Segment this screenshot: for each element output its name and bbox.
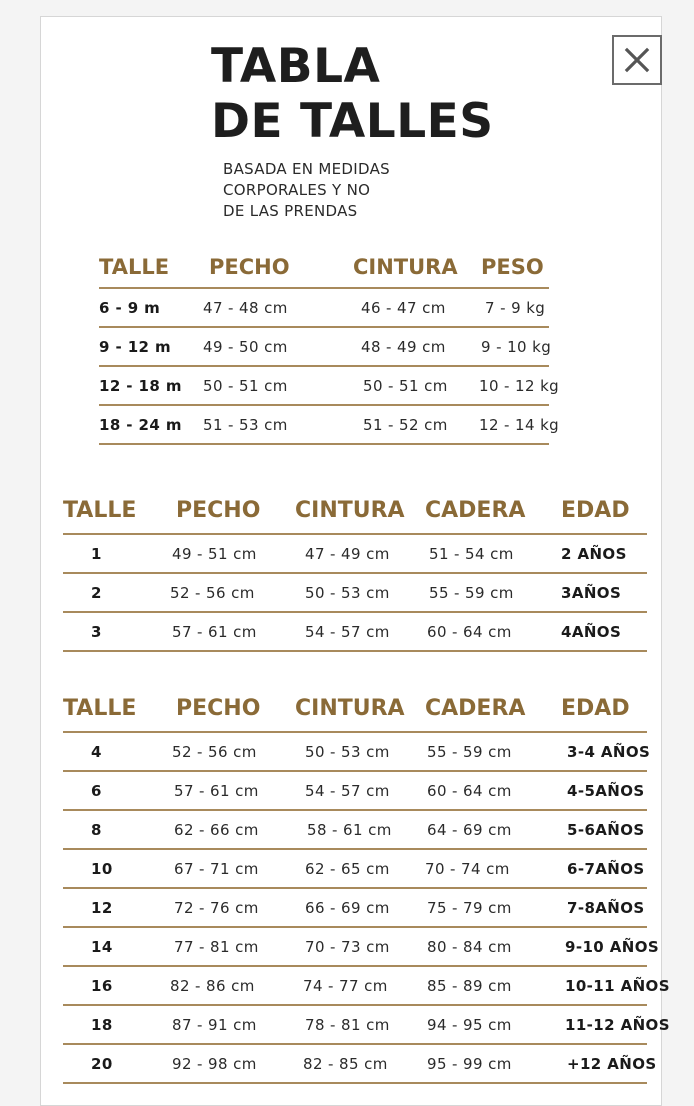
table-cell: +12 AÑOS xyxy=(551,1044,647,1083)
table-cell: 52 - 56 cm xyxy=(168,573,291,612)
column-header: CINTURA xyxy=(291,487,419,534)
table-cell: 47 - 49 cm xyxy=(291,534,419,573)
table-cell: 60 - 64 cm xyxy=(419,612,551,651)
table-cell: 62 - 65 cm xyxy=(291,849,419,888)
table-row xyxy=(63,771,647,810)
table-cell: 87 - 91 cm xyxy=(168,1005,291,1044)
table-cell: 18 - 24 m xyxy=(99,405,203,444)
table-cell: 2 AÑOS xyxy=(551,534,647,573)
table-cell: 49 - 51 cm xyxy=(168,534,291,573)
table-cell: 11-12 AÑOS xyxy=(551,1005,647,1044)
table-cell: 64 - 69 cm xyxy=(419,810,551,849)
table-cell: 51 - 54 cm xyxy=(419,534,551,573)
table-cell: 94 - 95 cm xyxy=(419,1005,551,1044)
table-cell: 82 - 86 cm xyxy=(168,966,291,1005)
table-cell: 7-8AÑOS xyxy=(551,888,647,927)
table-row xyxy=(63,888,647,927)
table-cell: 66 - 69 cm xyxy=(291,888,419,927)
table-row xyxy=(63,1005,647,1044)
table-cell: 12 - 18 m xyxy=(99,366,203,405)
table-cell: 75 - 79 cm xyxy=(419,888,551,927)
table-cell: 12 - 14 kg xyxy=(471,405,549,444)
column-header: EDAD xyxy=(551,685,647,732)
table-cell: 10 xyxy=(63,849,168,888)
subtitle-line-3: DE LAS PRENDAS xyxy=(223,202,358,220)
table-cell: 60 - 64 cm xyxy=(419,771,551,810)
page-title xyxy=(211,39,494,149)
table-cell: 3 xyxy=(63,612,168,651)
table-cell: 80 - 84 cm xyxy=(419,927,551,966)
table-row xyxy=(63,810,647,849)
kids-size-table-1 xyxy=(63,487,647,652)
table-row xyxy=(63,849,647,888)
table-cell: 92 - 98 cm xyxy=(168,1044,291,1083)
table-cell: 49 - 50 cm xyxy=(203,327,329,366)
table-header-row xyxy=(63,685,647,732)
table-cell: 18 xyxy=(63,1005,168,1044)
column-header: TALLE xyxy=(63,685,168,732)
table-cell: 47 - 48 cm xyxy=(203,288,329,327)
table-cell: 1 xyxy=(63,534,168,573)
table-cell: 54 - 57 cm xyxy=(291,612,419,651)
table-cell: 70 - 73 cm xyxy=(291,927,419,966)
table-cell: 55 - 59 cm xyxy=(419,732,551,771)
table-cell: 46 - 47 cm xyxy=(329,288,471,327)
close-icon xyxy=(624,47,650,73)
table-cell: 6 xyxy=(63,771,168,810)
title-line-2: DE TALLES xyxy=(211,94,494,149)
table-cell: 2 xyxy=(63,573,168,612)
table-row xyxy=(63,612,647,651)
table-cell: 10 - 12 kg xyxy=(471,366,549,405)
table-row xyxy=(63,927,647,966)
title-line-1: TABLA xyxy=(211,39,381,94)
table-cell: 3AÑOS xyxy=(551,573,647,612)
column-header: PECHO xyxy=(168,487,291,534)
table-cell: 3-4 AÑOS xyxy=(551,732,647,771)
table-cell: 5-6AÑOS xyxy=(551,810,647,849)
table-cell: 14 xyxy=(63,927,168,966)
table-row xyxy=(63,732,647,771)
table-cell: 82 - 85 cm xyxy=(291,1044,419,1083)
table-cell: 16 xyxy=(63,966,168,1005)
table-row xyxy=(63,534,647,573)
table-row xyxy=(99,288,549,327)
table-cell: 50 - 51 cm xyxy=(329,366,471,405)
table-cell: 10-11 AÑOS xyxy=(551,966,647,1005)
baby-size-table xyxy=(99,247,560,445)
subtitle-line-1: BASADA EN MEDIDAS xyxy=(223,160,390,178)
table-cell: 77 - 81 cm xyxy=(168,927,291,966)
column-header: PECHO xyxy=(203,247,329,288)
table-cell: 95 - 99 cm xyxy=(419,1044,551,1083)
table-cell: 6-7AÑOS xyxy=(551,849,647,888)
table-row xyxy=(63,573,647,612)
table-row xyxy=(63,1044,647,1083)
column-header: CADERA xyxy=(419,685,551,732)
close-button[interactable] xyxy=(612,35,662,85)
table-cell: 57 - 61 cm xyxy=(168,612,291,651)
column-header: TALLE xyxy=(63,487,168,534)
table-cell: 85 - 89 cm xyxy=(419,966,551,1005)
table-header-row xyxy=(63,487,647,534)
column-header: TALLE xyxy=(99,247,203,288)
column-header: CADERA xyxy=(419,487,551,534)
table-row xyxy=(99,327,549,366)
table-cell: 9 - 10 kg xyxy=(471,327,549,366)
table-cell: 9 - 12 m xyxy=(99,327,203,366)
table-cell: 8 xyxy=(63,810,168,849)
table-cell: 51 - 53 cm xyxy=(203,405,329,444)
table-cell: 4-5AÑOS xyxy=(551,771,647,810)
table-cell: 58 - 61 cm xyxy=(291,810,419,849)
table-cell: 4 xyxy=(63,732,168,771)
column-header: CINTURA xyxy=(291,685,419,732)
table-cell: 67 - 71 cm xyxy=(168,849,291,888)
table-cell: 74 - 77 cm xyxy=(291,966,419,1005)
table-cell: 50 - 53 cm xyxy=(291,573,419,612)
table-cell: 72 - 76 cm xyxy=(168,888,291,927)
table-cell: 57 - 61 cm xyxy=(168,771,291,810)
table-row xyxy=(99,366,549,405)
column-header: EDAD xyxy=(551,487,647,534)
column-header: PESO xyxy=(471,247,549,288)
table-cell: 54 - 57 cm xyxy=(291,771,419,810)
table-row xyxy=(63,966,647,1005)
table-header-row xyxy=(99,247,549,288)
subtitle xyxy=(223,159,390,222)
table-cell: 62 - 66 cm xyxy=(168,810,291,849)
table-cell: 4AÑOS xyxy=(551,612,647,651)
table-cell: 12 xyxy=(63,888,168,927)
table-cell: 50 - 51 cm xyxy=(203,366,329,405)
table-row xyxy=(99,405,549,444)
table-cell: 78 - 81 cm xyxy=(291,1005,419,1044)
size-chart-modal xyxy=(40,16,670,1106)
table-cell: 20 xyxy=(63,1044,168,1083)
table-cell: 51 - 52 cm xyxy=(329,405,471,444)
table-cell: 70 - 74 cm xyxy=(419,849,551,888)
table-cell: 48 - 49 cm xyxy=(329,327,471,366)
subtitle-line-2: CORPORALES Y NO xyxy=(223,181,371,199)
kids-size-table-2 xyxy=(63,685,670,1084)
table-cell: 6 - 9 m xyxy=(99,288,203,327)
column-header: CINTURA xyxy=(329,247,471,288)
column-header: PECHO xyxy=(168,685,291,732)
table-cell: 9-10 AÑOS xyxy=(551,927,647,966)
table-cell: 55 - 59 cm xyxy=(419,573,551,612)
table-cell: 50 - 53 cm xyxy=(291,732,419,771)
table-cell: 52 - 56 cm xyxy=(168,732,291,771)
table-cell: 7 - 9 kg xyxy=(471,288,549,327)
